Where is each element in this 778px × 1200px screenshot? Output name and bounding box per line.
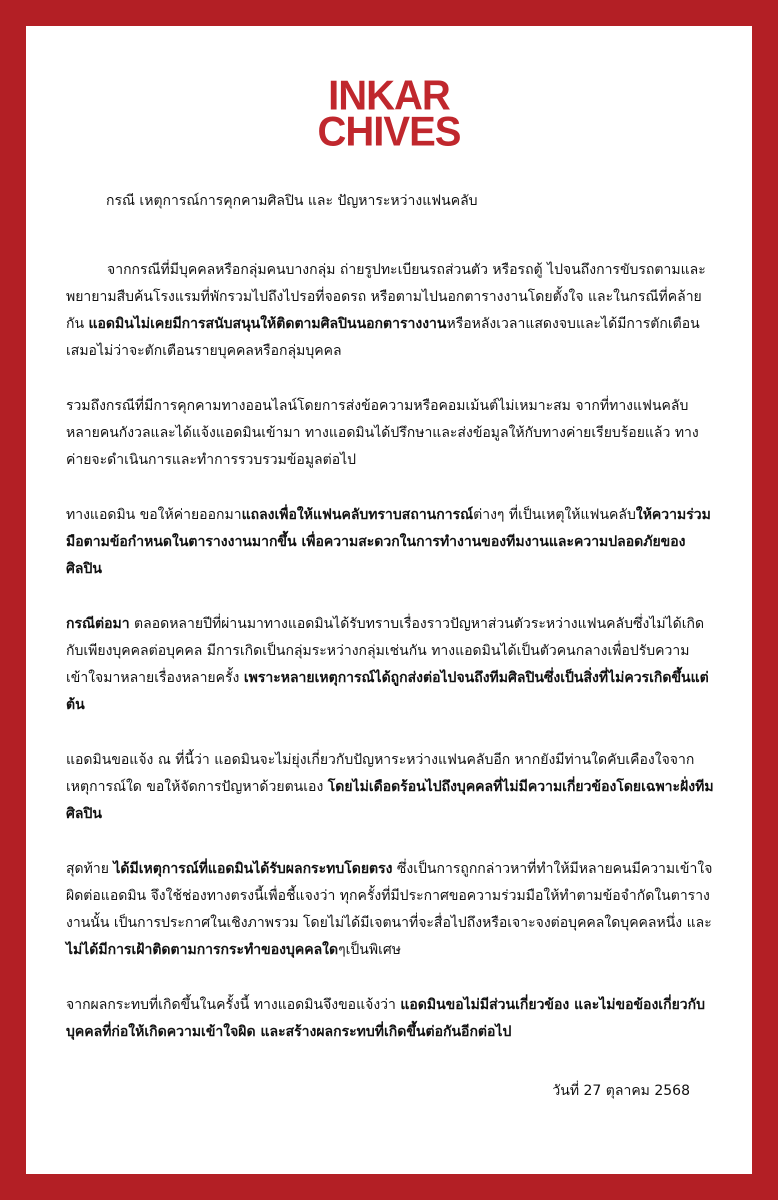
paragraph-text: สุดท้าย (66, 861, 114, 877)
paragraph-text: ๆเป็นพิเศษ (338, 942, 401, 958)
announcement-paragraph (66, 502, 716, 583)
paragraph-text: ทางแอดมิน ขอให้ค่ายออกมา (66, 507, 242, 523)
emphasis-text: แอดมินขอไม่มีส่วนเกี่ยวข้อง และไม่ขอข้องเกี่ยวกับบุคคลที่ก่อให้เกิดความเข้าใจผิด และสร้างผลกระทบที่เกิดขึ้นต่อกันอีกต่อไป (66, 997, 705, 1040)
emphasis-text: ให้ความร่วมมือตามข้อกำหนดในตารางงานมากขึ้น เพื่อความสะดวกในการทำงานของทีมงานและความปลอดภัยของศิลปิน (66, 507, 711, 577)
announcement-date: วันที่ 27 ตุลาคม 2568 (552, 1083, 690, 1099)
emphasis-text: แอดมินไม่เคยมีการสนับสนุนให้ติดตามศิลปินนอกตารางงาน (88, 316, 447, 332)
emphasis-text: แถลงเพื่อให้แฟนคลับทราบสถานการณ์ (241, 507, 474, 523)
emphasis-text: โดยไม่เดือดร้อนไปถึงบุคคลที่ไม่มีความเกี่ยวข้องโดยเฉพาะฝั่งทีมศิลปิน (66, 779, 714, 822)
announcement-paragraph (66, 747, 716, 828)
paragraph-text: ต่างๆ ที่เป็นเหตุให้แฟนคลับ (473, 507, 636, 523)
announcement-paragraph (66, 856, 716, 964)
inkarchives-logo (26, 72, 752, 156)
paragraph-text: หรือหลังเวลาแสดงจบและได้มีการตักเตือนเสมอไม่ว่าจะตักเตือนรายบุคคลหรือกลุ่มบุคคล (66, 316, 700, 359)
announcement-subject: กรณี เหตุการณ์การคุกคามศิลปิน และ ปัญหาระหว่างแฟนคลับ (106, 193, 478, 209)
paragraph-list (66, 257, 716, 1046)
emphasis-text: ไม่ได้มีการเฝ้าติดตามการกระทำของบุคคลใด (66, 942, 339, 958)
paragraph-text: ซึ่งเป็นการถูกกล่าวหาที่ทำให้มีหลายคนมีความเข้าใจผิดต่อแอดมิน จึงใช้ช่องทางตรงนี้เพื่อชี้แจงว่า ทุกครั้งที่มีประกาศขอความร่วมมือให้ทำตามข้อจำกัดในตารางงานนั้น เป็นการประกาศในเชิงภาพรวม โดยไม่ได้มีเจตนาที่จะสื่อไปถึงหรือเจาะจงต่อบุคคลใดบุคคลหนึ่ง และ (66, 861, 713, 931)
emphasis-text: เพราะหลายเหตุการณ์ได้ถูกส่งต่อไปจนถึงทีมศิลปินซึ่งเป็นสิ่งที่ไม่ควรเกิดขึ้นแต่ต้น (66, 670, 709, 713)
announcement-card (26, 26, 752, 1174)
paragraph-text: ตลอดหลายปีที่ผ่านมาทางแอดมินได้รับทราบเรื่องราวปัญหาส่วนตัวระหว่างแฟนคลับซึ่งไม่ได้เกิดกับเพียงบุคคลต่อบุคคล มีการเกิดเป็นกลุ่มระหว่างกลุ่มเช่นกัน ทางแอดมินได้เป็นตัวคนกลางเพื่อปรับความเข้าใจมาหลายเรื่องหลายครั้ง (66, 616, 705, 686)
paragraph-text: รวมถึงกรณีที่มีการคุกคามทางออนไลน์โดยการส่งข้อความหรือคอมเม้นต์ไม่เหมาะสม จากที่ทางแฟนคลับหลายคนกังวลและได้แจ้งแอดมินเข้ามา ทางแอดมินได้ปรึกษาและส่งข้อมูลให้กับทางค่ายเรียบร้อยแล้ว ทางค่ายจะดำเนินการและทำการรวบรวมข้อมูลต่อไป (66, 398, 699, 468)
announcement-body (66, 188, 716, 1046)
announcement-paragraph (66, 611, 716, 719)
emphasis-text: กรณีต่อมา (66, 616, 130, 632)
logo-line-1: INKAR (328, 72, 450, 120)
logo-line-2: CHIVES (317, 108, 461, 156)
paragraph-text: จากผลกระทบที่เกิดขึ้นในครั้งนี้ ทางแอดมินจึงขอแจ้งว่า (66, 997, 401, 1013)
paragraph-text: จากกรณีที่มีบุคคลหรือกลุ่มคนบางกลุ่ม ถ่ายรูปทะเบียนรถส่วนตัว หรือรถตู้ ไปจนถึงการขับรถตามและพยายามสืบค้นโรงแรมที่พักรวมไปถึงไปรอที่จอดรถ หรือตามไปนอกตารางงานโดยตั้งใจ และในกรณีที่คล้ายกัน (66, 262, 706, 332)
paragraph-text: แอดมินขอแจ้ง ณ ที่นี้ว่า แอดมินจะไม่ยุ่งเกี่ยวกับปัญหาระหว่างแฟนคลับอีก หากยังมีท่านใดคับเคืองใจจากเหตุการณ์ใด ขอให้จัดการปัญหาด้วยตนเอง (66, 752, 695, 795)
announcement-paragraph (66, 393, 716, 474)
announcement-paragraph (66, 992, 716, 1046)
announcement-paragraph (66, 257, 716, 365)
emphasis-text: ได้มีเหตุการณ์ที่แอดมินได้รับผลกระทบโดยตรง (113, 861, 393, 877)
